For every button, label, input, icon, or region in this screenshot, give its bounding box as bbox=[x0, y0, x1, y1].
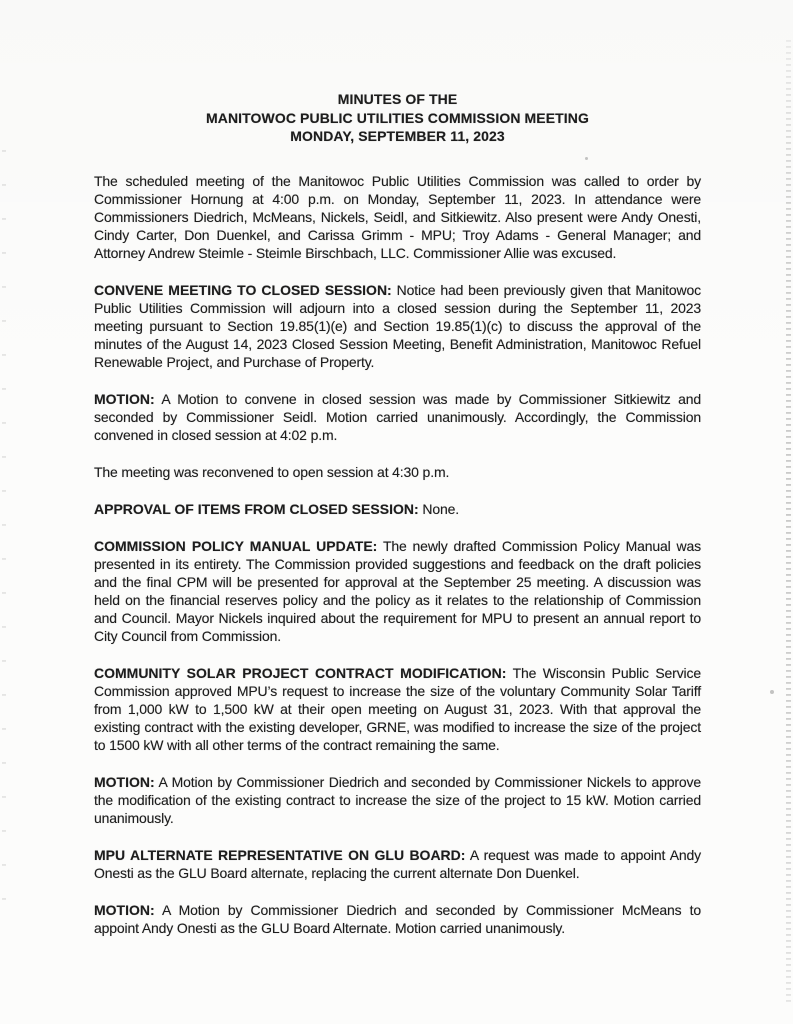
paragraph-convene-closed-session bbox=[94, 281, 701, 371]
section-heading: CONVENE MEETING TO CLOSED SESSION: bbox=[94, 281, 392, 298]
section-heading: MOTION: bbox=[94, 773, 155, 790]
title-line-commission-name: MANITOWOC PUBLIC UTILITIES COMMISSION MEETING bbox=[205, 109, 589, 126]
paragraph-motion-solar bbox=[94, 773, 701, 827]
section-heading: APPROVAL OF ITEMS FROM CLOSED SESSION: bbox=[94, 500, 419, 517]
paragraph-approval-closed-session bbox=[94, 500, 701, 518]
section-heading: COMMISSION POLICY MANUAL UPDATE: bbox=[94, 537, 378, 554]
paragraph-text: A request was made to appoint Andy Onesti as the GLU Board alternate, replacing the current alternate Don Duenkel. bbox=[94, 846, 702, 881]
section-heading: MPU ALTERNATE REPRESENTATIVE ON GLU BOARD: bbox=[94, 846, 466, 863]
paragraph-text: The meeting was reconvened to open session at 4:30 p.m. bbox=[94, 463, 450, 480]
scan-artifact-left-edge bbox=[2, 150, 6, 924]
paragraph-glu-board-alternate bbox=[94, 846, 701, 882]
title-line-meeting-date: MONDAY, SEPTEMBER 11, 2023 bbox=[290, 128, 505, 144]
paragraph-text: The scheduled meeting of the Manitowoc Public Utilities Commission was called to order by Commissioner Hornung at 4:00 p.m. on Monday, September 11, 2023. In attendance were Commissioners Diedrich, McMeans, Nickels, Seidl, and Sitkiewitz. Also present were Andy Onesti, Cindy Carter, Don Duenkel, and Carissa Grimm - MPU; Troy Adams - General Manager; and Attorney Andrew Steimle - Steimle Birschbach, LLC. Commissioner Allie was excused. bbox=[94, 172, 701, 261]
paragraph-text: A Motion by Commissioner Diedrich and seconded by Commissioner Nickels to approve the modification of the existing contract to increase the size of the project to 15 kW. Motion carried unanimously. bbox=[94, 773, 702, 826]
paragraph-policy-manual-update bbox=[94, 537, 701, 645]
scan-speck bbox=[585, 157, 588, 160]
paragraph-community-solar-modification bbox=[94, 664, 701, 754]
paragraph-text: Notice had been previously given that Manitowoc Public Utilities Commission will adjourn into a closed session during the September 11, 2023 meeting pursuant to Section 19.85(1)(e) and Section 19.85(1)(c) to discuss the approval of the minutes of the August 14, 2023 Closed Session Meeting, Benefit Administration, Manitowoc Refuel Renewable Project, and Purchase of Property. bbox=[94, 281, 701, 370]
paragraph-motion-convene bbox=[94, 390, 701, 444]
paragraph-call-to-order bbox=[94, 172, 701, 262]
paragraph-text: A Motion to convene in closed session was made by Commissioner Sitkiewitz and seconded by Commissioner Seidl. Motion carried unanimously. Accordingly, the Commission convened in closed session at 4:02 p.m. bbox=[94, 390, 701, 443]
section-heading: MOTION: bbox=[94, 390, 155, 407]
paragraph-reconvened bbox=[94, 463, 701, 481]
paragraph-text: A Motion by Commissioner Diedrich and seconded by Commissioner McMeans to appoint Andy Onesti as the GLU Board Alternate. Motion carried unanimously. bbox=[94, 901, 701, 936]
document-title bbox=[94, 90, 701, 146]
paragraph-motion-glu-alternate bbox=[94, 901, 701, 937]
scan-speck bbox=[770, 690, 774, 694]
paragraph-text: None. bbox=[422, 500, 459, 517]
section-heading: MOTION: bbox=[94, 901, 155, 918]
paragraph-text: The newly drafted Commission Policy Manual was presented in its entirety. The Commission provided suggestions and feedback on the draft policies and the final CPM will be presented for approval at the September 25 meeting. A discussion was held on the financial reserves policy and the policy as it relates to the relationship of Commission and Council. Mayor Nickels inquired about the requirement for MPU to present an annual report to City Council from Commission. bbox=[94, 537, 701, 644]
document-body bbox=[94, 172, 701, 937]
scan-artifact-right-edge bbox=[786, 40, 791, 1006]
title-line-minutes-of-the: MINUTES OF THE bbox=[337, 91, 458, 107]
section-heading: COMMUNITY SOLAR PROJECT CONTRACT MODIFICATION: bbox=[94, 664, 507, 681]
paragraph-text: The Wisconsin Public Service Commission approved MPU’s request to increase the size of the voluntary Community Solar Tariff from 1,000 kW to 1,500 kW at their open meeting on August 31, 2023. With that approval the existing contract with the existing developer, GRNE, was modified to increase the size of the project to 1500 kW with all other terms of the contract remaining the same. bbox=[94, 664, 701, 753]
